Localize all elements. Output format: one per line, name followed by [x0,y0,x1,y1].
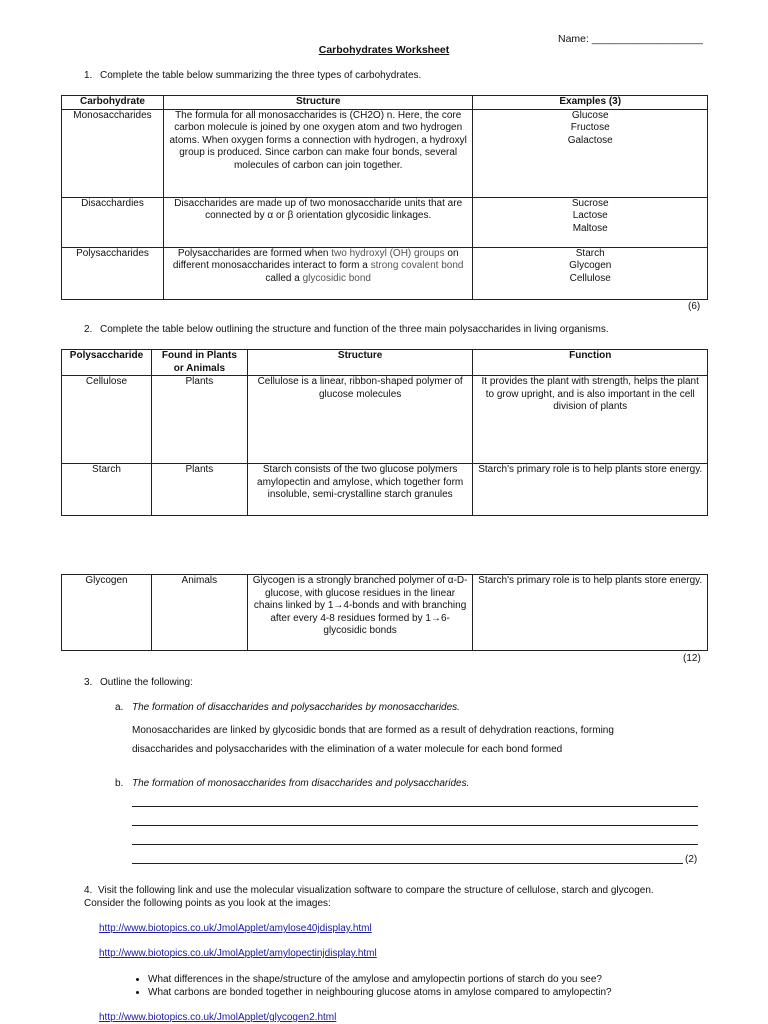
poly-name: Glycogen [62,575,152,651]
poly-name: Starch [62,464,152,516]
carb-structure: Polysaccharides are formed when two hydroxyl (OH) groups on different monosaccharides interact to form a strong covalent bond called a glycosidic bond [163,247,472,299]
carb-structure: Disaccharides are made up of two monosaccharide units that are connected by α or β orientation glycosidic linkages. [163,197,472,247]
list-item: • What differences in the shape/structure of the amylose and amylopectin portions of starch do you see? [148,974,712,987]
poly-function: Starch's primary role is to help plants store energy. [473,464,708,516]
column-header: Function [473,350,708,376]
table-row [62,575,708,651]
list-item: • What carbons are bonded together in neighbouring glucose atoms in amylose compared to amylopectin? [148,987,712,1000]
poly-name: Cellulose [62,376,152,464]
question-number: 1. [84,70,93,81]
carb-type: Disacchardies [62,197,164,247]
answer-3a: Monosaccharides are linked by glycosidic bonds that are formed as a result of dehydration reactions, forming disaccharides and polysaccharides with the elimination of a water molecule for each bond formed [132,725,614,755]
question-number: 3. [84,677,93,688]
carbohydrates-table [61,95,708,300]
question-number: 2. [84,324,93,335]
table-row [62,376,708,464]
question-3a: a. The formation of disaccharides and polysaccharides by monosaccharides. [115,702,460,713]
answer-line[interactable] [132,825,698,826]
answer-line[interactable] [132,806,698,807]
link-glycogen[interactable]: http://www.biotopics.co.uk/JmolApplet/glycogen2.html [99,1012,337,1023]
column-header: Examples (3) [473,96,708,110]
poly-function: Starch's primary role is to help plants store energy. [473,575,708,651]
polysaccharides-table [61,349,708,516]
answer-line[interactable] [132,844,698,845]
question-prompt: Visit the following link and use the molecular visualization software to compare the structure of cellulose, starch and glycogen. Consider the following points as you look at the images: [84,885,654,909]
question-prompt: Complete the table below summarizing the three types of carbohydrates. [100,70,422,81]
marks-q2: (12) [683,653,701,664]
poly-function: It provides the plant with strength, helps the plant to grow upright, and is also important in the cell division of plants [473,376,708,464]
carb-type: Monosaccharides [62,109,164,197]
table-row [62,109,708,197]
column-header: Structure [163,96,472,110]
poly-structure: Glycogen is a strongly branched polymer of α-D-glucose, with glucose residues in the linear chains linked by 1→4-bonds and with branching after every 4-8 residues formed by 1→6-glycosidic bonds [247,575,473,651]
polysaccharides-table-continued [61,574,708,651]
question-1 [84,70,421,81]
poly-structure: Cellulose is a linear, ribbon-shaped polymer of glucose molecules [247,376,473,464]
table-row [62,247,708,299]
question-4 [84,885,684,910]
link-amylopectin[interactable]: http://www.biotopics.co.uk/JmolApplet/amylopectinjdisplay.html [99,948,377,959]
question-3 [84,677,193,688]
question-3b: b. The formation of monosaccharides from disaccharides and polysaccharides. [115,778,470,789]
question-2 [84,324,609,335]
poly-found: Plants [151,464,247,516]
column-header: Polysaccharide [62,350,152,376]
carb-type: Polysaccharides [62,247,164,299]
carb-structure: The formula for all monosaccharides is (CH2O) n. Here, the core carbon molecule is joined by one oxygen atom and two hydrogen atoms. When oxygen forms a connection with hydrogen, a hydroxyl group is produced. Since carbon can make four bonds, several molecules of carbon can join together. [163,109,472,197]
table-row [62,197,708,247]
name-field[interactable]: Name: ___________________ [558,33,703,45]
question-prompt: Outline the following: [100,677,193,688]
poly-found: Plants [151,376,247,464]
question-number: 4. [84,885,93,896]
link-amylose[interactable]: http://www.biotopics.co.uk/JmolApplet/amylose40jdisplay.html [99,923,372,934]
page-title: Carbohydrates Worksheet [318,44,450,56]
column-header: Carbohydrate [62,96,164,110]
marks-q3: (2) [685,854,698,865]
carb-examples: Starch Glycogen Cellulose [473,247,708,299]
poly-structure: Starch consists of the two glucose polymers amylopectin and amylose, which together form insoluble, semi-crystalline starch granules [247,464,473,516]
bullet-list [132,974,712,999]
question-prompt: Complete the table below outlining the structure and function of the three main polysaccharides in living organisms. [100,324,609,335]
answer-line[interactable] [132,863,683,864]
marks-q1: (6) [688,301,701,312]
carb-examples: Glucose Fructose Galactose [473,109,708,197]
table-row [62,464,708,516]
poly-found: Animals [151,575,247,651]
column-header: Structure [247,350,473,376]
column-header: Found in Plants or Animals [151,350,247,376]
carb-examples: Sucrose Lactose Maltose [473,197,708,247]
